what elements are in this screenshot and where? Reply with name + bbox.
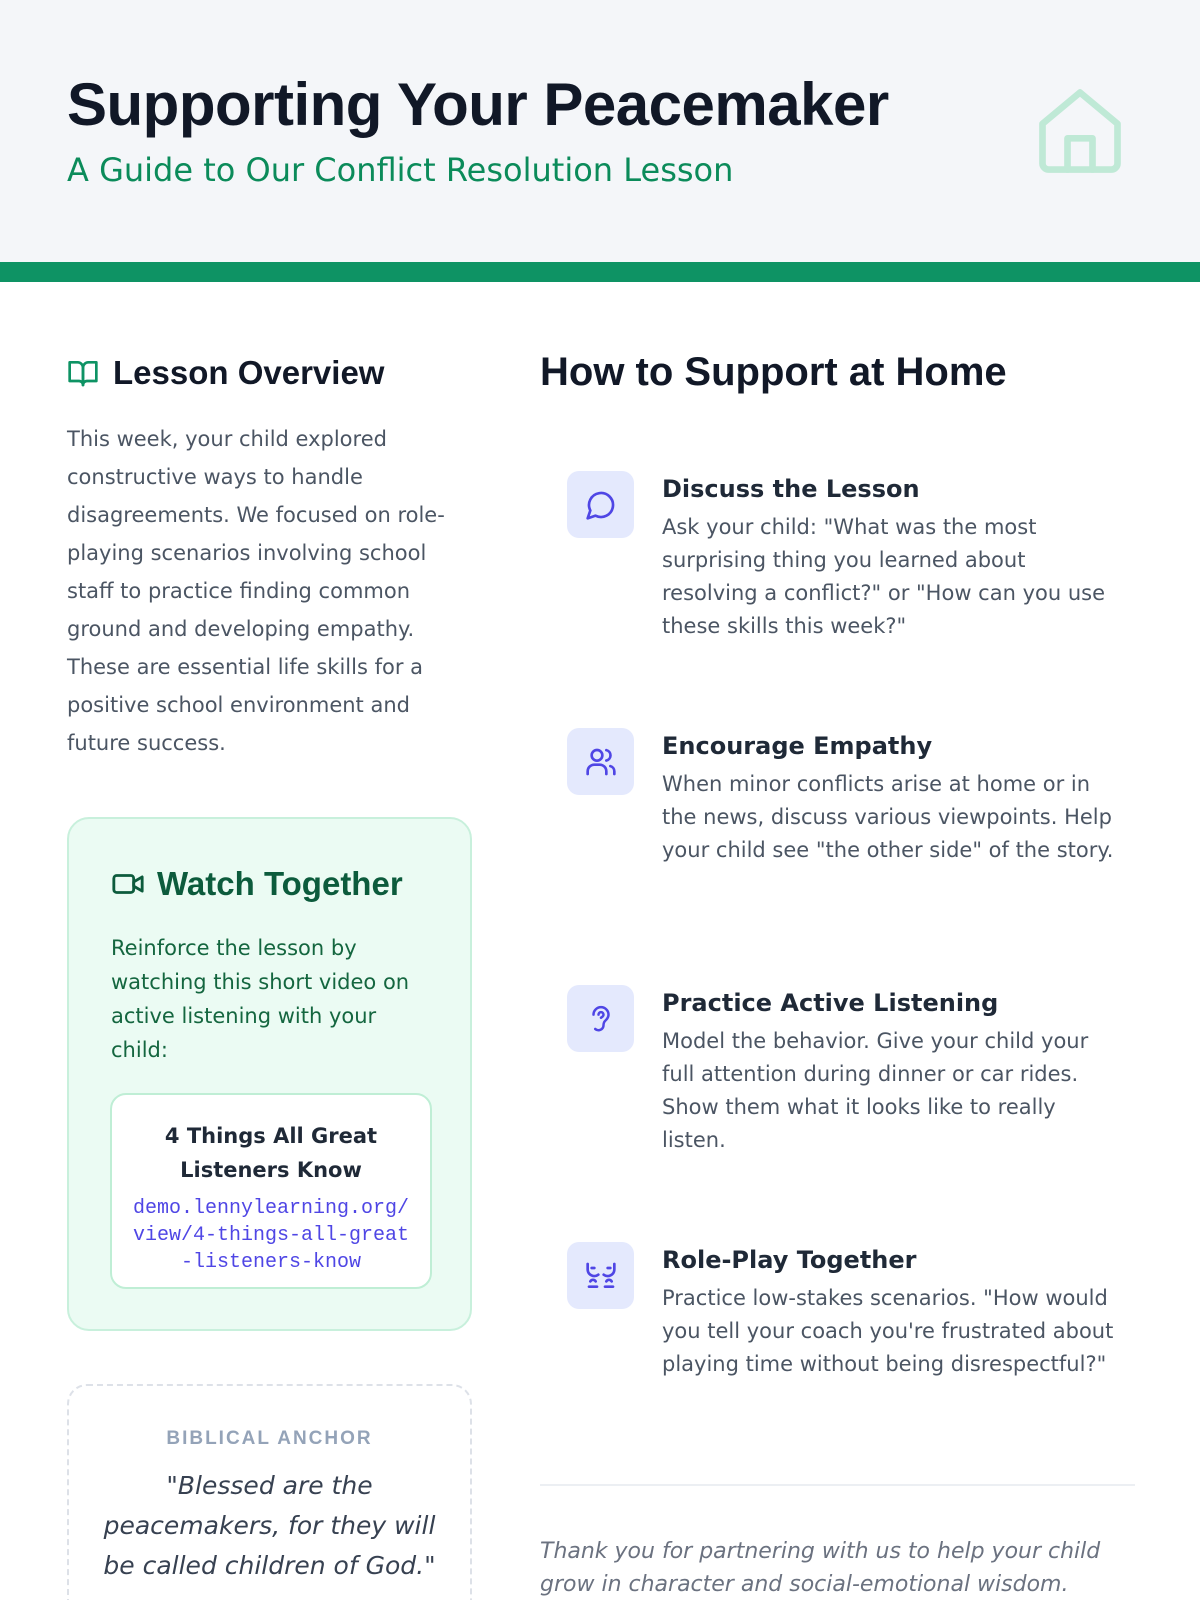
ear-icon xyxy=(567,985,634,1052)
overview-heading xyxy=(67,354,384,392)
anchor-label: BIBLICAL ANCHOR xyxy=(166,1428,373,1449)
tip-title: Discuss the Lesson xyxy=(662,475,920,503)
watch-text: Reinforce the lesson by watching this short video on active listening with your child: xyxy=(111,936,410,1062)
anchor-quote: "Blessed are the peacemakers, for they will be called children of God." xyxy=(103,1471,436,1580)
video-title: 4 Things All Great Listeners Know xyxy=(164,1124,378,1182)
tip-title: Encourage Empathy xyxy=(662,732,933,760)
tip-title: Role-Play Together xyxy=(662,1246,917,1274)
page-header xyxy=(0,0,1200,262)
tip-text: Ask your child: "What was the most surprising thing you learned about resolving a conflict?" or "How can you use these skills this week?" xyxy=(662,515,1105,638)
overview-heading-text: Lesson Overview xyxy=(113,354,385,391)
watch-heading-text: Watch Together xyxy=(157,865,403,902)
tip-title: Practice Active Listening xyxy=(662,989,999,1017)
watch-heading xyxy=(111,865,403,903)
header-accent-bar xyxy=(0,262,1200,282)
theater-masks-icon xyxy=(567,1242,634,1309)
book-open-icon xyxy=(67,357,99,389)
page-subtitle: A Guide to Our Conflict Resolution Lesson xyxy=(67,151,734,189)
thank-you-note: Thank you for partnering with us to help your child grow in character and social-emotional wisdom. xyxy=(540,1539,1101,1597)
support-heading: How to Support at Home xyxy=(540,350,1007,394)
home-icon xyxy=(1030,80,1130,180)
overview-text: This week, your child explored constructive ways to handle disagreements. We focused on role-playing scenarios involving school staff to practice finding common ground and developing empathy. These are essential life skills for a positive school environment and future success. xyxy=(67,427,445,755)
video-icon xyxy=(111,867,145,901)
tip-text: When minor conflicts arise at home or in the news, discuss various viewpoints. Help your child see "the other side" of the story. xyxy=(662,772,1114,862)
video-link-box[interactable] xyxy=(110,1093,432,1289)
video-url-link[interactable]: demo.lennylearning.org/view/4-things-all-great-listeners-know xyxy=(132,1197,410,1274)
biblical-anchor-card xyxy=(67,1384,472,1600)
tip-text: Practice low-stakes scenarios. "How would you tell your coach you're frustrated about playing time without being disrespectful?" xyxy=(662,1286,1114,1376)
page-title: Supporting Your Peacemaker xyxy=(67,71,889,138)
tip-text: Model the behavior. Give your child your full attention during dinner or car rides. Show them what it looks like to really listen. xyxy=(662,1029,1089,1152)
users-icon xyxy=(567,728,634,795)
message-circle-icon xyxy=(567,471,634,538)
watch-together-card xyxy=(67,817,472,1331)
section-divider xyxy=(540,1484,1135,1486)
